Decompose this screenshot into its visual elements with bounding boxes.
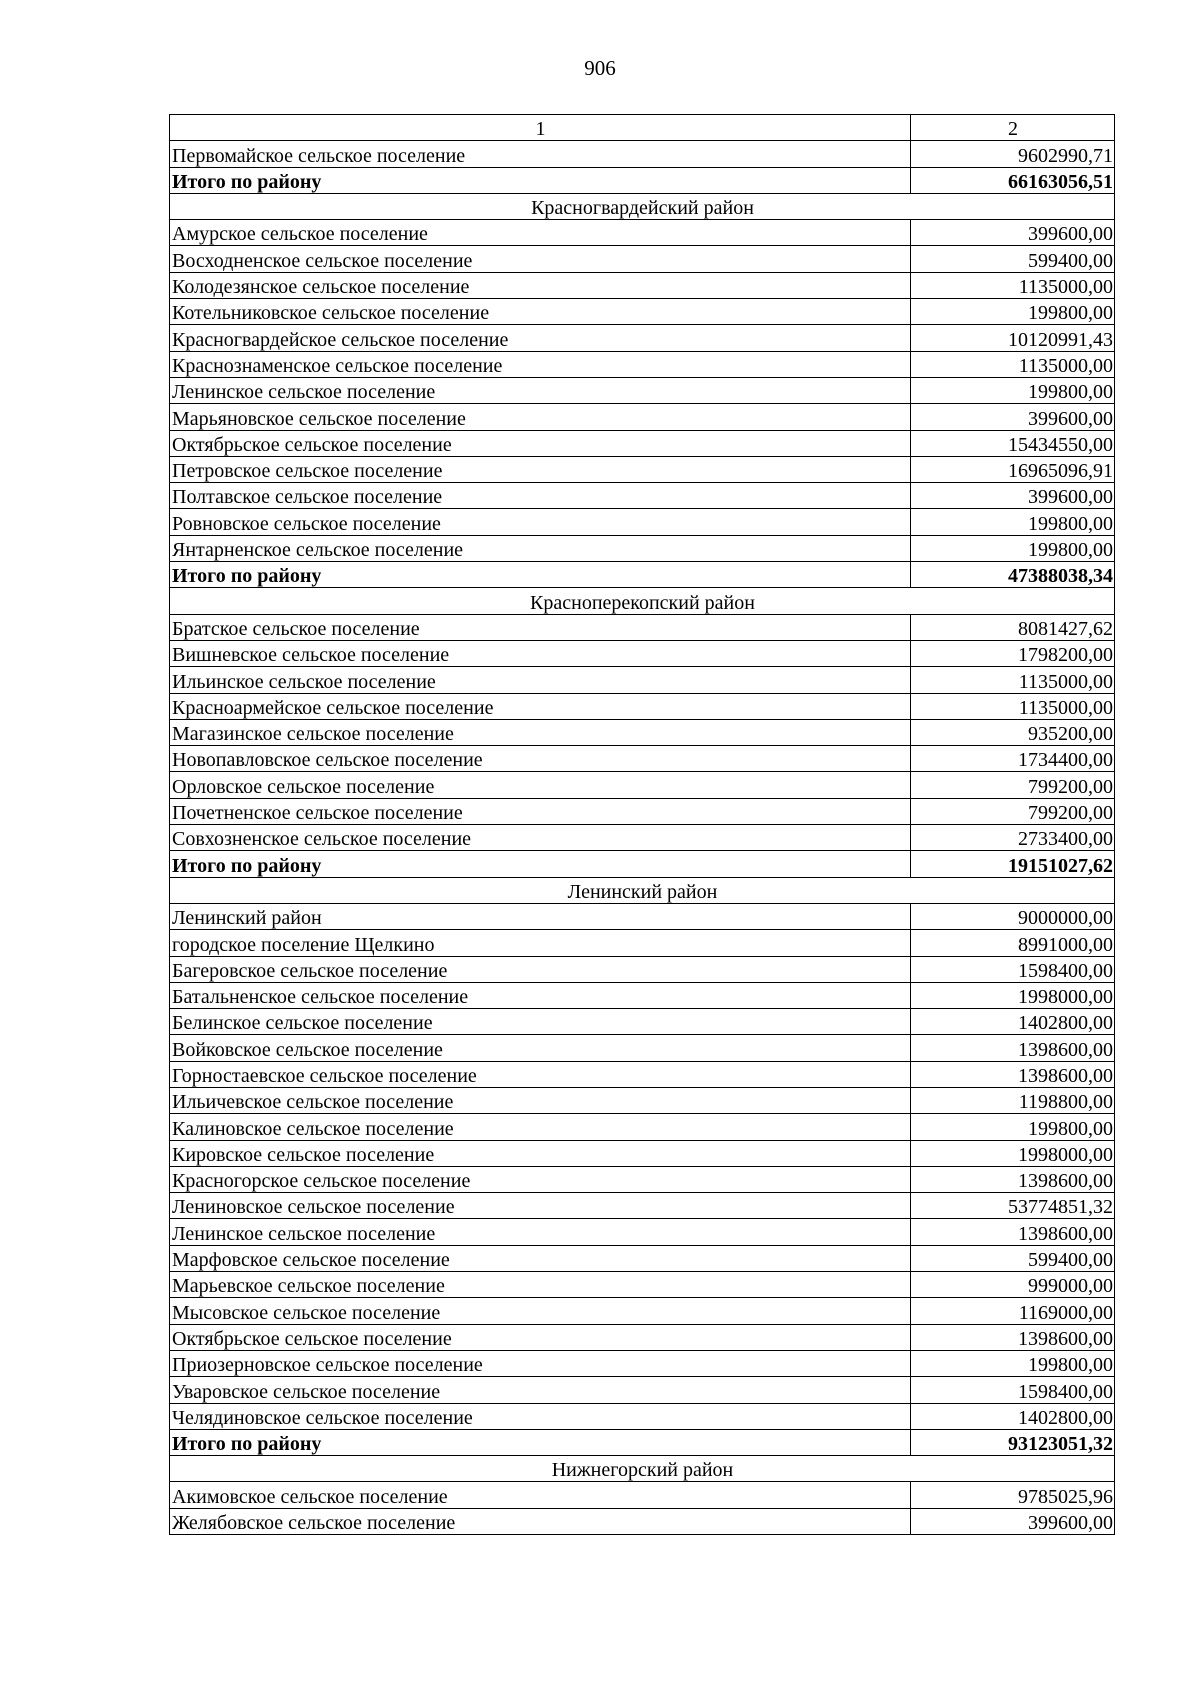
district-header-row	[170, 877, 1115, 903]
table-row	[170, 640, 1115, 666]
table-row	[170, 1009, 1115, 1035]
district-name: Красноперекопский район	[170, 588, 1115, 614]
district-total-row	[170, 1429, 1115, 1455]
district-name: Ленинский район	[170, 877, 1115, 903]
table-row	[170, 404, 1115, 430]
settlement-name: Котельниковское сельское поселение	[170, 299, 911, 325]
settlement-amount: 1135000,00	[911, 693, 1115, 719]
settlement-amount: 1198800,00	[911, 1087, 1115, 1113]
settlement-name: Красноармейское сельское поселение	[170, 693, 911, 719]
settlement-amount: 1135000,00	[911, 667, 1115, 693]
total-label: Итого по району	[170, 167, 911, 193]
table-row	[170, 430, 1115, 456]
settlement-name: Ленинское сельское поселение	[170, 1219, 911, 1245]
table-row	[170, 325, 1115, 351]
table-row	[170, 930, 1115, 956]
settlement-amount: 399600,00	[911, 483, 1115, 509]
settlement-amount: 399600,00	[911, 404, 1115, 430]
settlement-amount: 1398600,00	[911, 1219, 1115, 1245]
settlement-name: Полтавское сельское поселение	[170, 483, 911, 509]
settlement-name: Вишневское сельское поселение	[170, 640, 911, 666]
settlement-name: Почетненское сельское поселение	[170, 798, 911, 824]
settlement-amount: 1135000,00	[911, 351, 1115, 377]
settlement-name: Петровское сельское поселение	[170, 456, 911, 482]
settlement-amount: 16965096,91	[911, 456, 1115, 482]
settlement-name: Новопавловское сельское поселение	[170, 746, 911, 772]
settlement-name: Приозерновское сельское поселение	[170, 1350, 911, 1376]
settlement-amount: 1998000,00	[911, 1140, 1115, 1166]
table-row	[170, 903, 1115, 929]
settlement-name: Октябрьское сельское поселение	[170, 430, 911, 456]
settlement-amount: 1998000,00	[911, 982, 1115, 1008]
district-name: Красногвардейский район	[170, 193, 1115, 219]
table-row	[170, 456, 1115, 482]
settlement-name: Марьевское сельское поселение	[170, 1272, 911, 1298]
settlement-name: Магазинское сельское поселение	[170, 719, 911, 745]
table-row	[170, 1087, 1115, 1113]
table-row	[170, 667, 1115, 693]
settlement-amount: 935200,00	[911, 719, 1115, 745]
table-row	[170, 719, 1115, 745]
settlement-amount: 599400,00	[911, 246, 1115, 272]
district-total-row	[170, 562, 1115, 588]
settlement-name: Совхозненское сельское поселение	[170, 825, 911, 851]
column-number-2: 2	[911, 115, 1115, 141]
settlement-name: Первомайское сельское поселение	[170, 141, 911, 167]
settlement-name: Восходненское сельское поселение	[170, 246, 911, 272]
table-row	[170, 1193, 1115, 1219]
table-row	[170, 1403, 1115, 1429]
settlement-name: Челядиновское сельское поселение	[170, 1403, 911, 1429]
settlement-amount: 1598400,00	[911, 1377, 1115, 1403]
settlement-name: Красногорское сельское поселение	[170, 1166, 911, 1192]
settlement-amount: 9000000,00	[911, 903, 1115, 929]
settlement-amount: 1402800,00	[911, 1403, 1115, 1429]
total-amount: 47388038,34	[911, 562, 1115, 588]
district-header-row	[170, 588, 1115, 614]
settlement-amount: 1734400,00	[911, 746, 1115, 772]
settlement-name: Орловское сельское поселение	[170, 772, 911, 798]
settlement-name: Уваровское сельское поселение	[170, 1377, 911, 1403]
settlement-amount: 1398600,00	[911, 1061, 1115, 1087]
table-body	[170, 141, 1115, 1535]
settlement-amount: 399600,00	[911, 220, 1115, 246]
total-label: Итого по району	[170, 851, 911, 877]
table-row	[170, 1140, 1115, 1166]
settlement-name: Янтарненское сельское поселение	[170, 535, 911, 561]
settlement-amount: 8991000,00	[911, 930, 1115, 956]
settlement-name: Ленинское сельское поселение	[170, 377, 911, 403]
settlement-name: Лениновское сельское поселение	[170, 1193, 911, 1219]
table-row	[170, 982, 1115, 1008]
table-row	[170, 1482, 1115, 1508]
page-number: 906	[584, 56, 616, 80]
table-row	[170, 614, 1115, 640]
settlement-name: Горностаевское сельское поселение	[170, 1061, 911, 1087]
settlement-name: Марфовское сельское поселение	[170, 1245, 911, 1271]
district-name: Нижнегорский район	[170, 1456, 1115, 1482]
table-row	[170, 1377, 1115, 1403]
table-row	[170, 1114, 1115, 1140]
settlement-amount: 10120991,43	[911, 325, 1115, 351]
table-row	[170, 1061, 1115, 1087]
district-header-row	[170, 193, 1115, 219]
settlement-amount: 1398600,00	[911, 1324, 1115, 1350]
table-row	[170, 1245, 1115, 1271]
settlement-name: Ильинское сельское поселение	[170, 667, 911, 693]
settlement-name: Ленинский район	[170, 903, 911, 929]
table-row	[170, 1166, 1115, 1192]
settlement-amount: 1398600,00	[911, 1035, 1115, 1061]
table-row	[170, 1508, 1115, 1534]
settlement-amount: 1135000,00	[911, 272, 1115, 298]
settlement-amount: 1598400,00	[911, 956, 1115, 982]
table-row	[170, 299, 1115, 325]
settlement-amount: 199800,00	[911, 377, 1115, 403]
settlement-name: Желябовское сельское поселение	[170, 1508, 911, 1534]
settlement-amount: 599400,00	[911, 1245, 1115, 1271]
settlement-amount: 199800,00	[911, 535, 1115, 561]
table-row	[170, 377, 1115, 403]
total-label: Итого по району	[170, 1429, 911, 1455]
total-label: Итого по району	[170, 562, 911, 588]
settlement-amount: 15434550,00	[911, 430, 1115, 456]
column-number-row	[170, 115, 1115, 141]
settlement-name: Ильичевское сельское поселение	[170, 1087, 911, 1113]
table-row	[170, 1298, 1115, 1324]
table-row	[170, 220, 1115, 246]
district-header-row	[170, 1456, 1115, 1482]
settlement-name: Красногвардейское сельское поселение	[170, 325, 911, 351]
settlement-amount: 2733400,00	[911, 825, 1115, 851]
table-row	[170, 772, 1115, 798]
table-row	[170, 272, 1115, 298]
column-number-1: 1	[170, 115, 911, 141]
table-row	[170, 351, 1115, 377]
table-row	[170, 1350, 1115, 1376]
table-row	[170, 1219, 1115, 1245]
settlement-amount: 9785025,96	[911, 1482, 1115, 1508]
table-row	[170, 798, 1115, 824]
table-row	[170, 509, 1115, 535]
settlement-amount: 8081427,62	[911, 614, 1115, 640]
settlement-amount: 1169000,00	[911, 1298, 1115, 1324]
settlement-amount: 9602990,71	[911, 141, 1115, 167]
settlement-amount: 399600,00	[911, 1508, 1115, 1534]
table-row	[170, 693, 1115, 719]
district-total-row	[170, 167, 1115, 193]
district-total-row	[170, 851, 1115, 877]
settlement-amount: 1398600,00	[911, 1166, 1115, 1192]
settlement-amount: 799200,00	[911, 798, 1115, 824]
settlement-name: Колодезянское сельское поселение	[170, 272, 911, 298]
table-row	[170, 1272, 1115, 1298]
settlement-name: Войковское сельское поселение	[170, 1035, 911, 1061]
settlement-name: Акимовское сельское поселение	[170, 1482, 911, 1508]
settlement-name: Краснознаменское сельское поселение	[170, 351, 911, 377]
settlement-amount: 199800,00	[911, 1350, 1115, 1376]
settlement-amount: 1402800,00	[911, 1009, 1115, 1035]
table-row	[170, 141, 1115, 167]
table-row	[170, 1324, 1115, 1350]
settlement-amount: 199800,00	[911, 1114, 1115, 1140]
settlement-name: Калиновское сельское поселение	[170, 1114, 911, 1140]
settlement-name: Амурское сельское поселение	[170, 220, 911, 246]
table-row	[170, 956, 1115, 982]
settlement-name: Братское сельское поселение	[170, 614, 911, 640]
budget-allocation-table	[169, 114, 1115, 1535]
settlement-amount: 53774851,32	[911, 1193, 1115, 1219]
table-row	[170, 746, 1115, 772]
total-amount: 93123051,32	[911, 1429, 1115, 1455]
settlement-amount: 999000,00	[911, 1272, 1115, 1298]
settlement-name: городское поселение Щелкино	[170, 930, 911, 956]
total-amount: 66163056,51	[911, 167, 1115, 193]
settlement-amount: 199800,00	[911, 299, 1115, 325]
settlement-name: Марьяновское сельское поселение	[170, 404, 911, 430]
settlement-name: Кировское сельское поселение	[170, 1140, 911, 1166]
table-row	[170, 1035, 1115, 1061]
settlement-name: Ровновское сельское поселение	[170, 509, 911, 535]
settlement-amount: 799200,00	[911, 772, 1115, 798]
total-amount: 19151027,62	[911, 851, 1115, 877]
settlement-amount: 199800,00	[911, 509, 1115, 535]
settlement-name: Батальненское сельское поселение	[170, 982, 911, 1008]
table-row	[170, 535, 1115, 561]
table-row	[170, 483, 1115, 509]
settlement-name: Белинское сельское поселение	[170, 1009, 911, 1035]
settlement-name: Октябрьское сельское поселение	[170, 1324, 911, 1350]
table-row	[170, 246, 1115, 272]
settlement-name: Мысовское сельское поселение	[170, 1298, 911, 1324]
settlement-name: Багеровское сельское поселение	[170, 956, 911, 982]
table-row	[170, 825, 1115, 851]
settlement-amount: 1798200,00	[911, 640, 1115, 666]
